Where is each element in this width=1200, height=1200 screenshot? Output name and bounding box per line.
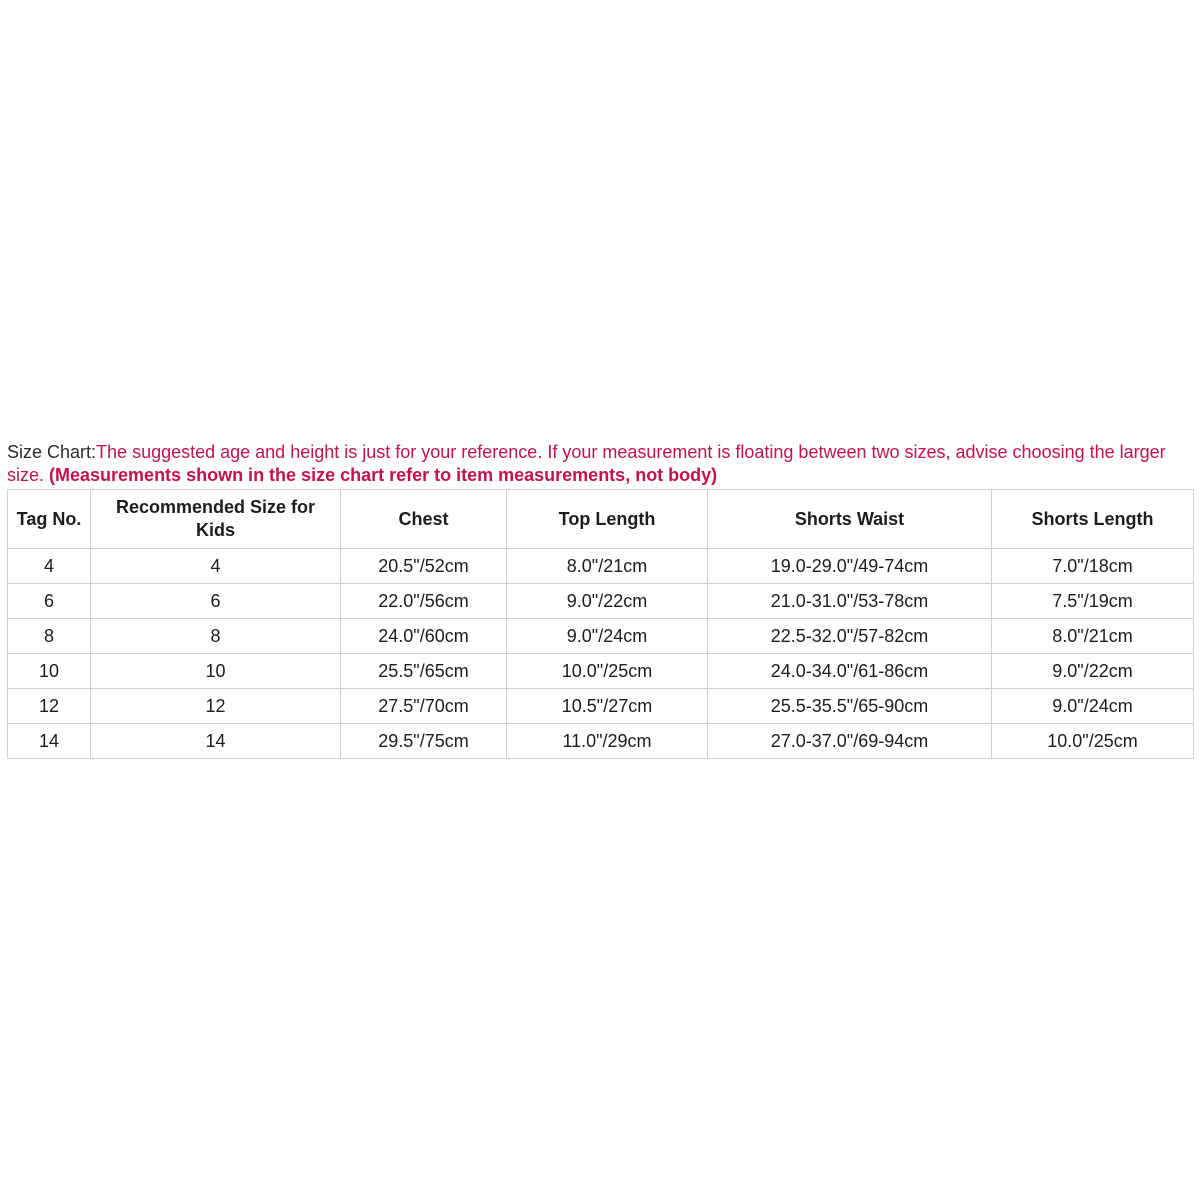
table-row [8, 584, 1194, 619]
cell-chest: 29.5"/75cm [341, 724, 507, 759]
cell-shorts-waist: 27.0-37.0"/69-94cm [708, 724, 992, 759]
cell-shorts-waist: 25.5-35.5"/65-90cm [708, 689, 992, 724]
header-chest: Chest [341, 490, 507, 549]
cell-shorts-length: 10.0"/25cm [992, 724, 1194, 759]
header-shorts-waist: Shorts Waist [708, 490, 992, 549]
table-row [8, 654, 1194, 689]
cell-shorts-waist: 19.0-29.0"/49-74cm [708, 549, 992, 584]
cell-chest: 24.0"/60cm [341, 619, 507, 654]
cell-top-length: 9.0"/24cm [507, 619, 708, 654]
cell-shorts-waist: 21.0-31.0"/53-78cm [708, 584, 992, 619]
cell-recommended-size: 14 [91, 724, 341, 759]
cell-tag-no: 6 [8, 584, 91, 619]
cell-recommended-size: 12 [91, 689, 341, 724]
cell-recommended-size: 10 [91, 654, 341, 689]
cell-shorts-length: 9.0"/24cm [992, 689, 1194, 724]
cell-top-length: 11.0"/29cm [507, 724, 708, 759]
header-shorts-length: Shorts Length [992, 490, 1194, 549]
table-row [8, 689, 1194, 724]
size-table [7, 489, 1194, 759]
cell-top-length: 10.5"/27cm [507, 689, 708, 724]
cell-shorts-length: 7.5"/19cm [992, 584, 1194, 619]
cell-shorts-length: 9.0"/22cm [992, 654, 1194, 689]
cell-recommended-size: 6 [91, 584, 341, 619]
note-prefix: Size Chart: [7, 442, 97, 462]
cell-top-length: 10.0"/25cm [507, 654, 708, 689]
cell-tag-no: 14 [8, 724, 91, 759]
table-row [8, 724, 1194, 759]
note-text: The suggested age and height is just for your reference. If your measurement is floating between two sizes, advise choosing the larger size. [7, 442, 1166, 485]
size-chart-note [7, 441, 1193, 487]
cell-tag-no: 12 [8, 689, 91, 724]
cell-chest: 22.0"/56cm [341, 584, 507, 619]
cell-top-length: 8.0"/21cm [507, 549, 708, 584]
header-tag-no: Tag No. [8, 490, 91, 549]
table-header-row [8, 490, 1194, 549]
cell-shorts-waist: 22.5-32.0"/57-82cm [708, 619, 992, 654]
cell-top-length: 9.0"/22cm [507, 584, 708, 619]
table-row [8, 549, 1194, 584]
cell-tag-no: 10 [8, 654, 91, 689]
size-chart [7, 441, 1193, 759]
cell-shorts-length: 7.0"/18cm [992, 549, 1194, 584]
cell-shorts-waist: 24.0-34.0"/61-86cm [708, 654, 992, 689]
cell-chest: 27.5"/70cm [341, 689, 507, 724]
cell-tag-no: 4 [8, 549, 91, 584]
header-recommended-size: Recommended Size for Kids [91, 490, 341, 549]
cell-shorts-length: 8.0"/21cm [992, 619, 1194, 654]
cell-chest: 20.5"/52cm [341, 549, 507, 584]
cell-recommended-size: 8 [91, 619, 341, 654]
cell-tag-no: 8 [8, 619, 91, 654]
cell-chest: 25.5"/65cm [341, 654, 507, 689]
table-row [8, 619, 1194, 654]
note-disclaimer: (Measurements shown in the size chart refer to item measurements, not body) [49, 465, 718, 485]
cell-recommended-size: 4 [91, 549, 341, 584]
header-top-length: Top Length [507, 490, 708, 549]
